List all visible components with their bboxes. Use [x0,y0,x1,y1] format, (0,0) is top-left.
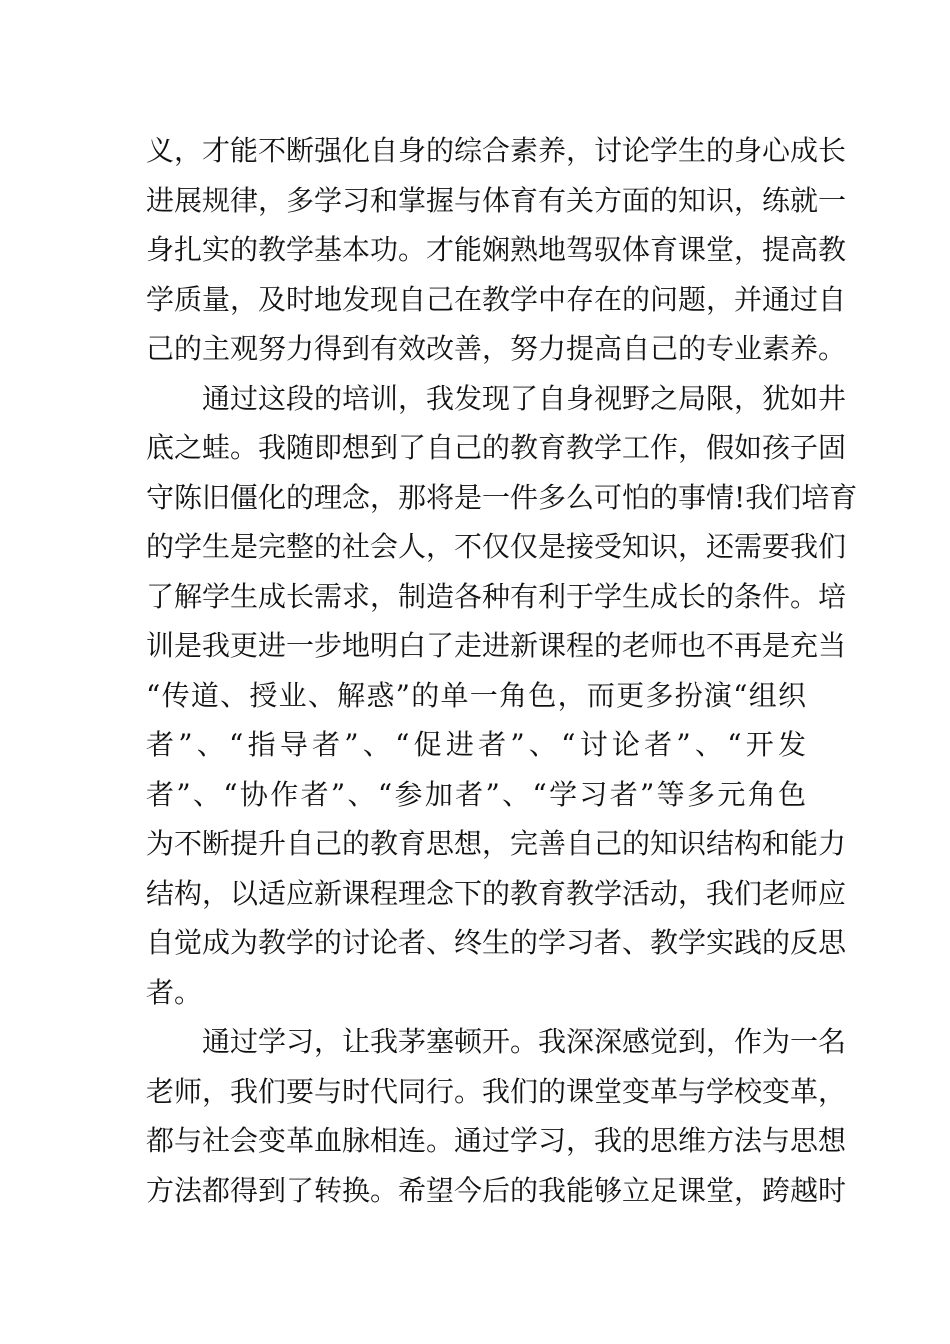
text-line: 底之蛙。我随即想到了自己的教育教学工作，假如孩子固 [146,431,847,464]
text-line: 者”、“指导者”、“促进者”、“讨论者”、“开发 [146,728,806,761]
text-line: 义，才能不断强化自身的综合素养，讨论学生的身心成长 [146,134,847,167]
paragraph-2 [146,374,858,1018]
text-line: 学质量，及时地发现自己在教学中存在的问题，并通过自 [146,282,847,316]
text-line: 了解学生成长需求，制造各种有利于学生成长的条件。培 [146,579,847,613]
text-line: 为不断提升自己的教育思想，完善自己的知识结构和能力 [146,827,847,860]
text-line: “传道、授业、解惑”的单一角色，而更多扮演“组织 [146,678,806,712]
text-line: 者。 [146,975,203,1009]
text-line: 通过这段的培训，我发现了自身视野之局限，犹如井 [202,381,847,415]
text-line: 身扎实的教学基本功。才能娴熟地驾驭体育课堂，提高教 [146,233,847,266]
text-line: 者”、“协作者”、“参加者”、“学习者”等多元角色 [146,777,806,811]
text-line: 训是我更进一步地明白了走进新课程的老师也不再是充当 [146,629,847,662]
text-line: 都与社会变革血脉相连。通过学习，我的思维方法与思想 [146,1124,847,1157]
paragraph-1 [146,126,847,374]
body-text [146,126,858,1215]
text-line: 通过学习，让我茅塞顿开。我深深感觉到，作为一名 [202,1025,847,1058]
text-line: 结构，以适应新课程理念下的教育教学活动，我们老师应 [146,876,847,910]
text-line: 的学生是完整的社会人，不仅仅是接受知识，还需要我们 [146,530,847,563]
text-line: 己的主观努力得到有效改善，努力提高自己的专业素养。 [146,332,847,365]
paragraph-3 [146,1017,847,1215]
text-line: 自觉成为教学的讨论者、终生的学习者、教学实践的反思 [146,926,847,959]
text-line: 老师，我们要与时代同行。我们的课堂变革与学校变革， [146,1074,847,1108]
text-line: 方法都得到了转换。希望今后的我能够立足课堂，跨越时 [146,1173,847,1207]
text-line: 进展规律，多学习和掌握与体育有关方面的知识，练就一 [146,183,847,217]
text-line: 守陈旧僵化的理念，那将是一件多么可怕的事情!我们培育 [146,480,858,514]
